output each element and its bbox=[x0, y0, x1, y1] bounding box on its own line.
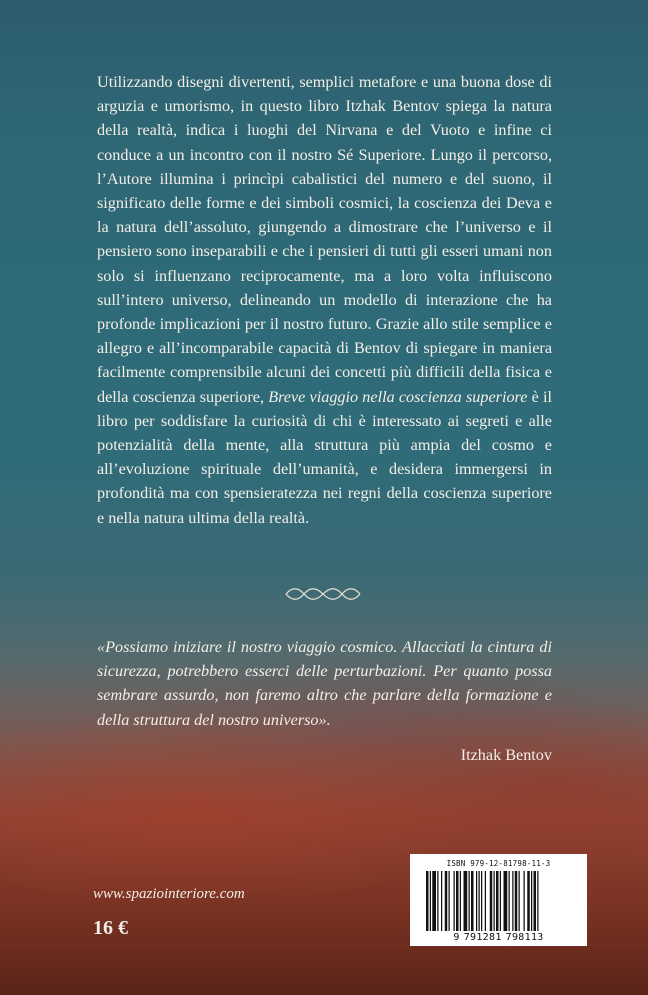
barcode-bar bbox=[469, 871, 470, 931]
barcode-bar bbox=[460, 871, 461, 931]
barcode-bar bbox=[524, 871, 525, 931]
barcode-bar bbox=[537, 871, 538, 931]
barcode-bar bbox=[485, 871, 486, 931]
barcode-bar bbox=[496, 871, 499, 931]
barcode-bar bbox=[494, 871, 495, 931]
barcode-digit-lead: 9 bbox=[453, 932, 460, 943]
isbn-barcode bbox=[410, 854, 587, 946]
barcode-digits-right: 798113 bbox=[505, 932, 544, 943]
barcode-bar bbox=[456, 871, 459, 931]
barcode-bar bbox=[426, 871, 429, 931]
barcode-bar bbox=[476, 871, 477, 931]
barcode-bar bbox=[490, 871, 493, 931]
barcode-bar bbox=[481, 871, 482, 931]
barcode-bar bbox=[432, 871, 436, 931]
barcode-bar bbox=[430, 871, 431, 931]
barcode-bar bbox=[531, 871, 532, 931]
barcode-bar bbox=[512, 871, 513, 931]
author-quote: «Possiamo iniziare il nostro viaggio cosmico. Allacciati la cintura di sicurezza, potrebbero esserci delle perturbazioni. Per quanto possa sembrare assurdo, non faremo altro che parlare della formazione e della struttura del nostro universo». bbox=[97, 638, 552, 729]
blurb-book-title: Breve viaggio nella coscienza superiore bbox=[268, 387, 528, 406]
barcode-bar bbox=[504, 871, 508, 931]
barcode-bar bbox=[464, 871, 468, 931]
barcode-bar bbox=[441, 871, 442, 931]
price: 16 € bbox=[93, 917, 128, 939]
blurb-intro: Utilizzando disegni divertenti, semplici metafore e una buona dose di arguzia e umorismo, in questo libro Itzhak Bentov spiega la natura della realtà, indica i luoghi del Nirvana e del Vuoto e infine ci conduce a un incontro con il nostro Sé Superiore. Lungo il percorso, l’Autore illumina i princìpi cabalistici del numero e del suono, il significato delle forme e dei simboli cosmici, la coscienza dei Deva e la natura dell’assoluto, giungendo a dimostrare che l’universo e il pensiero sono inseparabili e che i pensieri di tutti gli esseri umani non solo si influenzano reciprocamente, ma a loro volta influiscono sull’intero universo, delineando un modello di interazione che ha profonde implicazioni per il nostro futuro. Grazie allo stile semplice e allegro e all’incomparabile capacità di Bentov di spiegare in maniera facilmente comprensibile alcuni dei concetti più difficili della fisica e della coscienza superiore, bbox=[97, 73, 552, 406]
barcode-bar bbox=[500, 871, 501, 931]
barcode-digits-left: 791281 bbox=[463, 932, 502, 943]
barcode-bar bbox=[479, 871, 480, 931]
barcode-bar bbox=[534, 871, 537, 931]
blurb-outro: è il libro per soddisfare la curiosità di chi è interessato ai segreti e alle potenzialità della mente, alla struttura più ampia del cosmo e all’evoluzione spirituale dell’umanità, e desidera immergersi in profondità ma con spensieratezza nei regni della coscienza superiore e nella natura ultima della realtà. bbox=[97, 387, 552, 527]
wave-ornament-icon bbox=[284, 583, 362, 605]
barcode-bar bbox=[519, 871, 520, 931]
barcode-bar bbox=[509, 871, 510, 931]
barcode-bar bbox=[515, 871, 518, 931]
back-cover-blurb bbox=[97, 70, 552, 530]
barcode-bars bbox=[426, 871, 578, 931]
barcode-bar bbox=[445, 871, 448, 931]
barcode-digits bbox=[414, 932, 583, 943]
quote-author: Itzhak Bentov bbox=[460, 746, 552, 764]
barcode-bar bbox=[454, 871, 455, 931]
isbn-label: ISBN 979-12-81798-11-3 bbox=[446, 859, 551, 868]
barcode-bar bbox=[471, 871, 474, 931]
barcode-bar bbox=[449, 871, 450, 931]
publisher-website[interactable]: www.spaziointeriore.com bbox=[93, 886, 245, 902]
barcode-bar bbox=[527, 871, 530, 931]
barcode-bar bbox=[437, 871, 438, 931]
